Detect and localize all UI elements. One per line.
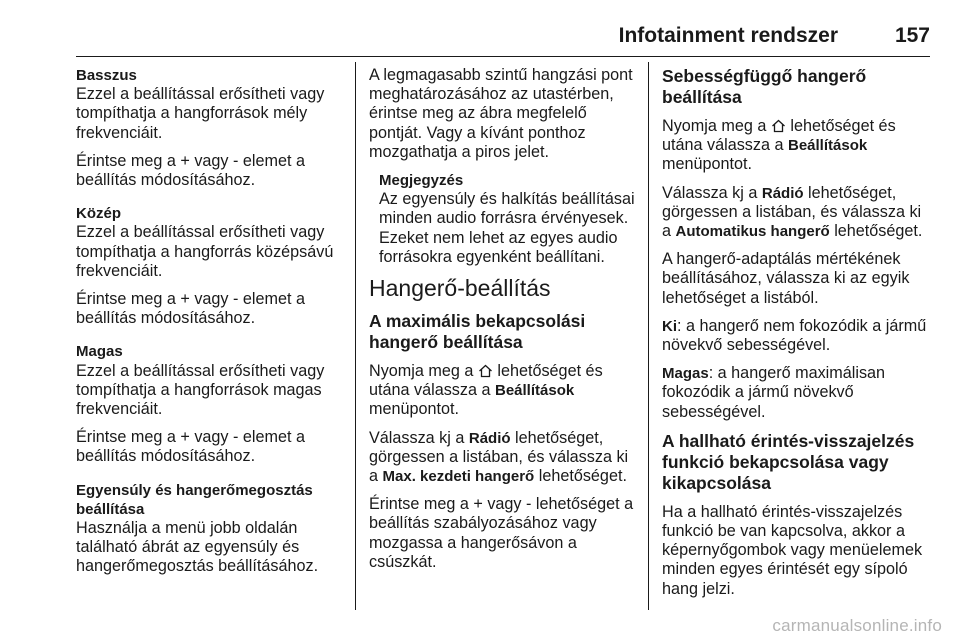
instruction-paragraph: Érintse meg a + vagy - lehetőséget a beállítás szabályozásához vagy mozgassa a hangerősávon a csúszkát. bbox=[369, 495, 634, 571]
balance-intro: A legmagasabb szintű hangzási pont meghatározásához az utastérben, érintse meg az ábra megfelelő pontját. Vagy a kívánt ponthoz mozgathatja a piros jelet. bbox=[369, 66, 633, 161]
bass-adjust: Érintse meg a + vagy - elemet a beállítás módosításához. bbox=[76, 151, 305, 190]
column-divider bbox=[648, 62, 649, 610]
column-divider bbox=[355, 62, 356, 610]
treble-text: Ezzel a beállítással erősítheti vagy tompíthatja a hangforrások magas frekvenciáit. bbox=[76, 361, 325, 419]
mid-adjust: Érintse meg a + vagy - elemet a beállítás módosításához. bbox=[76, 290, 305, 328]
instruction-paragraph: Válassza kj a Rádió lehetőséget, görgessen a listában, és válassza ki a Max. kezdeti hangerő lehetőséget. bbox=[369, 428, 629, 486]
column-2 bbox=[369, 66, 639, 581]
instruction-paragraph: Válassza kj a Rádió lehetőséget, görgessen a listában, és válassza ki a Automatikus hangerő lehetőséget. bbox=[662, 183, 923, 241]
note-text: Az egyensúly és halkítás beállításai minden audio forrásra érvényesek. Ezeket nem lehet az egyes audio forrásokra egyenként beállítani. bbox=[379, 190, 635, 266]
mid-text: Ezzel a beállítással erősítheti vagy tompíthatja a hangforrás középsávú frekvenciáit. bbox=[76, 223, 334, 280]
note-box bbox=[379, 171, 639, 267]
header-title: Infotainment rendszer bbox=[618, 24, 838, 47]
option-ki: Ki: a hangerő nem fokozódik a jármű növekvő sebességével. bbox=[662, 316, 927, 355]
subsection-heading: A maximális bekapcsolási hangerő beállítása bbox=[369, 311, 586, 353]
section-heading: Hangerő-beállítás bbox=[369, 275, 551, 302]
subsection-heading: A hallható érintés-visszajelzés funkció bekapcsolása vagy kikapcsolása bbox=[662, 430, 915, 493]
subsection-heading: Sebességfüggő hangerő beállítása bbox=[662, 66, 867, 107]
instruction-paragraph: Nyomja meg a lehetőséget és utána válassza a Beállítások menüpontot. bbox=[369, 362, 603, 419]
bass-label: Basszus bbox=[76, 67, 137, 84]
bass-text: Ezzel a beállítással erősítheti vagy tompíthatja a hangforrások mély frekvenciáit. bbox=[76, 85, 325, 142]
treble-adjust: Érintse meg a + vagy - elemet a beállítás módosításához. bbox=[76, 428, 305, 466]
column-1 bbox=[76, 66, 350, 586]
instruction-paragraph: Nyomja meg a lehetőséget és utána válassza a Beállítások menüpontot. bbox=[662, 117, 896, 174]
page-header bbox=[76, 0, 930, 57]
balance-label: Egyensúly és hangerőmegosztás beállítása bbox=[76, 481, 313, 518]
mid-label: Közép bbox=[76, 205, 121, 223]
watermark: carmanualsonline.info bbox=[772, 616, 942, 635]
instruction-paragraph: A hangerő-adaptálás mértékének beállításához, válassza ki az egyik lehetőséget a listából. bbox=[662, 250, 910, 307]
home-icon bbox=[771, 119, 786, 133]
option-magas: Magas: a hangerő maximálisan fokozódik a jármű növekvő sebességével. bbox=[662, 364, 886, 421]
page-number: 157 bbox=[894, 24, 930, 47]
note-label: Megjegyzés bbox=[379, 172, 464, 190]
balance-text: Használja a menü jobb oldalán található ábrát az egyensúly és hangerőmegosztás beállításához. bbox=[76, 519, 319, 576]
treble-label: Magas bbox=[76, 343, 123, 361]
instruction-paragraph: Ha a hallható érintés-visszajelzés funkció be van kapcsolva, akkor a képernyőgombok vagy menüelemek minden egyes érintését egy sípoló hang jelzi. bbox=[662, 502, 923, 598]
home-icon bbox=[478, 364, 493, 378]
column-3 bbox=[662, 66, 932, 608]
